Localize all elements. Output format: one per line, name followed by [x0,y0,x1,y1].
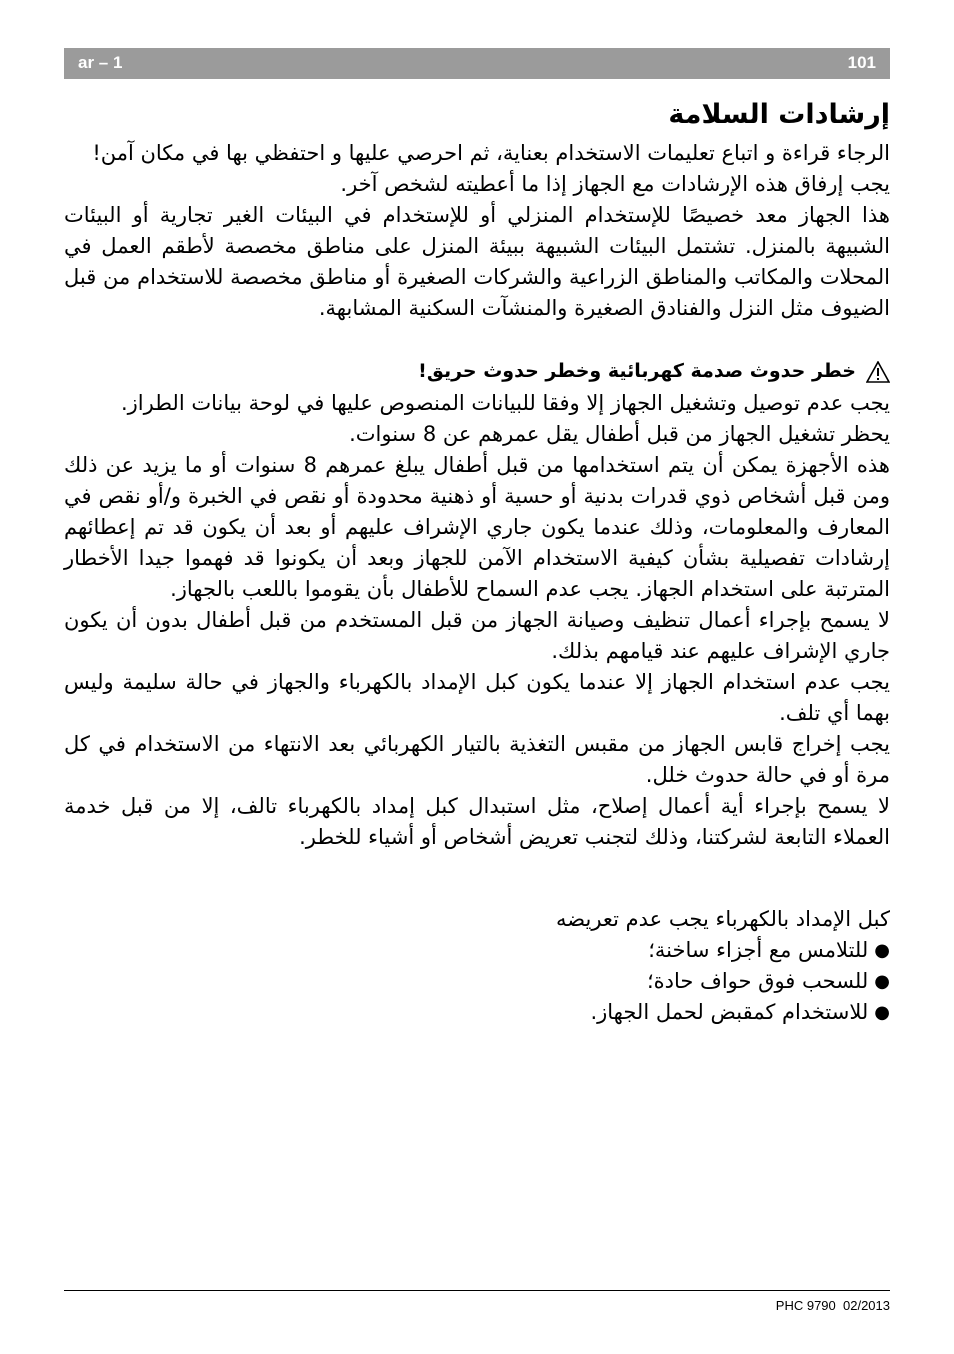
list-item-text: للاستخدام كمقبض لحمل الجهاز. [590,1000,869,1024]
intro-paragraph: الرجاء قراءة و اتباع تعليمات الاستخدام بعناية، ثم احرصي عليها و احتفظي بها في مكان آمن! [92,141,890,165]
bullet-icon: ● [874,1002,890,1023]
language-page-label: ar – 1 [78,53,123,72]
list-item [64,997,890,1028]
footer-info [776,1298,890,1313]
bullet-icon: ● [874,940,890,961]
page-number: 101 [847,53,876,72]
warning-section [64,388,890,853]
intro-section [64,138,890,324]
document-body [64,92,890,1028]
warning-paragraph: لا يسمح بإجراء أعمال تنظيف وصيانة الجهاز من قبل المستخدم من قبل أطفال بدون أن يكون جاري الإشراف عليهم عند قيامهم بذلك. [64,608,890,663]
bullet-icon: ● [874,971,890,992]
list-item [64,935,890,966]
cable-bullet-list [64,935,890,1028]
edition-date: 02/2013 [843,1298,890,1313]
footer-divider [64,1290,890,1291]
intro-paragraph: هذا الجهاز معد خصيصًا للإستخدام المنزلي أو للإستخدام في البيئات الغير تجارية أو البيئات الشبيهة بالمنزل. تشتمل البيئات الشبيهة ببيئة المنزل على مناطق مخصصة لأطقم العمل في المحلات والمكاتب والمناطق الزراعية والشركات الصغيرة أو مناطق مخصصة للاستخدام من قبل الضيوف مثل النزل والفنادق الصغيرة والمنشآت السكنية المشابهة. [64,203,890,320]
warning-paragraph: يجب عدم استخدام الجهاز إلا عندما يكون كبل الإمداد بالكهرباء والجهاز في حالة سليمة وليس بهما أي تلف. [64,670,890,725]
list-item-text: للسحب فوق حواف حادة؛ [646,969,869,993]
list-item-text: للتلامس مع أجزاء ساخنة؛ [648,938,869,962]
intro-paragraph: يجب إرفاق هذه الإرشادات مع الجهاز إذا ما أعطيته لشخص آخر. [340,172,890,196]
warning-paragraph: يجب إخراج قابس الجهاز من مقبس التغذية بالتيار الكهربائي بعد الانتهاء من الاستخدام في كل مرة أو في حالة حدوث خلل. [64,732,890,787]
warning-triangle-icon [866,361,890,383]
warning-paragraph: يجب عدم توصيل وتشغيل الجهاز إلا وفقا للبيانات المنصوص عليها في لوحة بيانات الطراز. [120,391,890,415]
warning-heading [64,355,890,388]
page-header-bar [64,48,890,79]
cable-intro: كبل الإمداد بالكهرباء يجب عدم تعريضه [556,907,890,931]
model-number: PHC 9790 [775,1298,836,1313]
section-title: إرشادات السلامة [668,99,890,130]
list-item [64,966,890,997]
warning-paragraph: هذه الأجهزة يمكن أن يتم استخدامها من قبل أطفال يبلغ عمرهم 8 سنوات أو ما يزيد عن ذلك ومن قبل أشخاص ذوي قدرات بدنية أو حسية أو ذهنية محدودة أو نقص في الخبرة و/أو نقص في المعارف والمعلومات، وذلك عندما يكون جاري الإشراف عليهم أو بعد أن يكون قد تم إعطائهم إرشادات تفصيلية بشأن كيفية الاستخدام الآمن للجهاز وبعد أن يكونوا قد فهموا جيدا الأخطار المترتبة على استخدام الجهاز. يجب عدم السماح للأطفال بأن يقوموا باللعب بالجهاز. [64,453,890,601]
warning-heading-text: خطر حدوث صدمة كهربائية وخطر حدوث حريق! [418,360,856,382]
warning-paragraph: يحظر تشغيل الجهاز من قبل أطفال يقل عمرهم عن 8 سنوات. [349,422,890,446]
warning-paragraph: لا يسمح بإجراء أية أعمال إصلاح، مثل استبدال كبل إمداد بالكهرباء تالف، إلا من قبل خدمة العملاء التابعة لشركتنا، وذلك لتجنب تعريض أشخاص أو أشياء للخطر. [64,794,890,849]
